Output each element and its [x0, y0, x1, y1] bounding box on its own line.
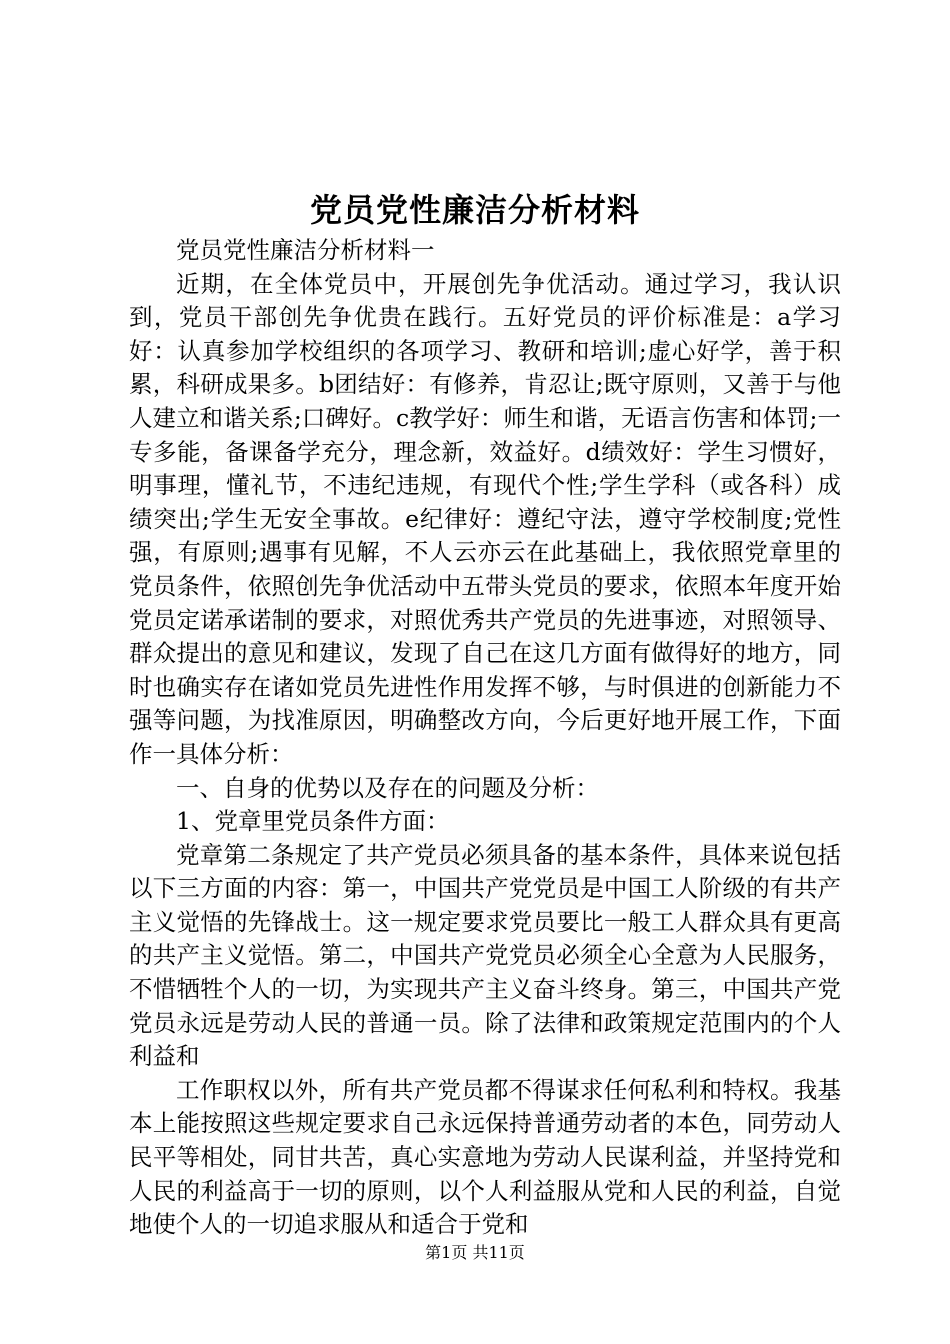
section-heading: 一、自身的优势以及存在的问题及分析：: [176, 773, 599, 802]
subsection-heading: 1、党章里党员条件方面：: [176, 807, 450, 836]
paragraph-subtitle: 党员党性廉洁分析材料一: [176, 236, 435, 264]
paragraph-continuation: 工作职权以外，所有共产党员都不得谋求任何私利和特权。我基本上能按照这些规定要求自己永远保持普通劳动者的本色，同劳动人民平等相处，同甘共苦，真心实意地为劳动人民谋利益，并坚持党和人民的利益高于一切的原则，以个人利益服从党和人民的利益，自觉地使个人的一切追求服从和适合于党和: [129, 1075, 841, 1239]
document-title: 党员党性廉洁分析材料: [309, 191, 640, 229]
page-number-footer: 第1页 共11页: [425, 1243, 525, 1262]
document-body: [129, 234, 841, 1242]
paragraph-party-constitution: 党章第二条规定了共产党员必须具备的基本条件，具体来说包括以下三方面的内容：第一，中国共产党党员是中国工人阶级的有共产主义觉悟的先锋战士。这一规定要求党员要比一般工人群众具有更高的共产主义觉悟。第二，中国共产党党员必须全心全意为人民服务，不惜牺牲个人的一切，为实现共产主义奋斗终身。第三，中国共产党党员永远是劳动人民的普通一员。除了法律和政策规定范围内的个人利益和: [129, 840, 841, 1071]
paragraph-intro: 近期，在全体党员中，开展创先争优活动。通过学习，我认识到，党员干部创先争优贵在践行。五好党员的评价标准是：a学习好：认真参加学校组织的各项学习、教研和培训;虚心好学，善于积累，科研成果多。b团结好：有修养，肯忍让;既守原则，又善于与他人建立和谐关系;口碑好。c教学好：师生和谐，无语言伤害和体罚;一专多能，备课备学充分，理念新，效益好。d绩效好：学生习惯好，明事理，懂礼节，不违纪违规，有现代个性;学生学科（或各科）成绩突出;学生无安全事故。e纪律好：遵纪守法，遵守学校制度;党性强，有原则;遇事有见解，不人云亦云在此基础上，我依照党章里的党员条件，依照创先争优活动中五带头党员的要求，依照本年度开始党员定诺承诺制的要求，对照优秀共产党员的先进事迹，对照领导、群众提出的意见和建议，发现了自己在这几方面有做得好的地方，同时也确实存在诸如党员先进性作用发挥不够，与时俱进的创新能力不强等问题，为找准原因，明确整改方向，今后更好地开展工作，下面作一具体分析：: [129, 269, 841, 768]
